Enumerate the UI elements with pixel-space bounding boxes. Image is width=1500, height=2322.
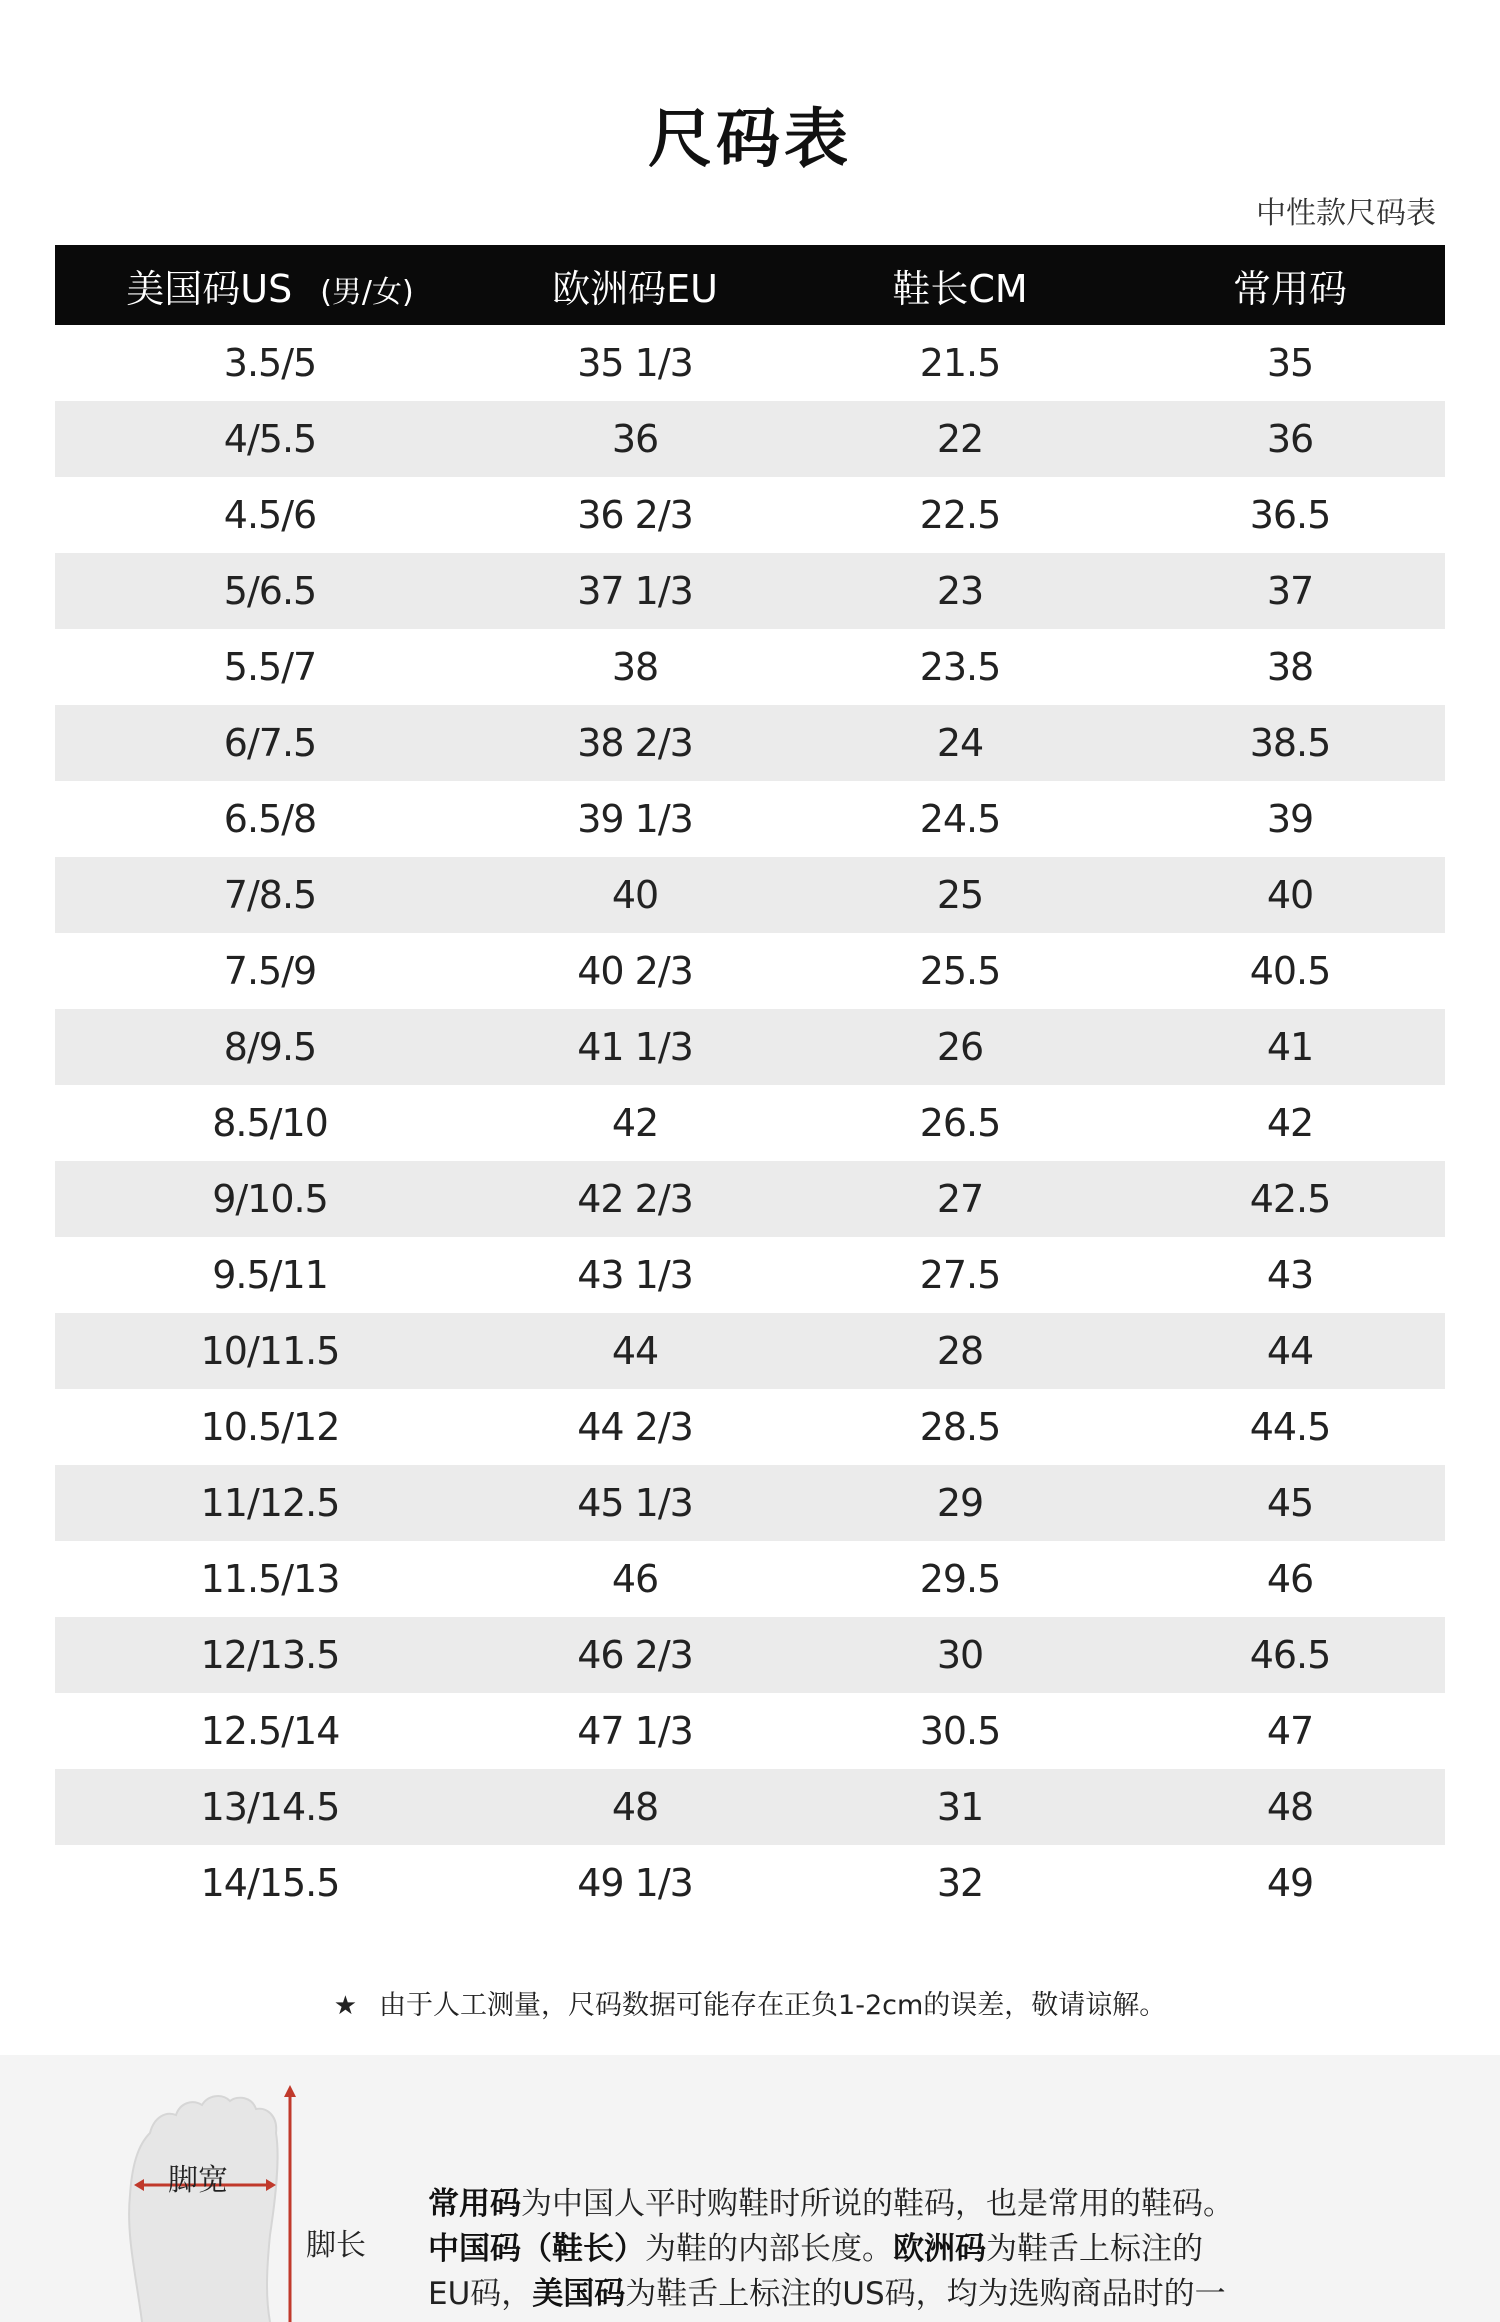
cell-us: 9/10.5 (212, 1177, 328, 1221)
note-text: 由于人工测量，尺码数据可能存在正负1-2cm的误差，敬请谅解。 (379, 1990, 1167, 2021)
cell-cm: 22.5 (919, 493, 1001, 537)
cell-eu: 36 (611, 417, 659, 461)
cell-cm: 27.5 (919, 1253, 1001, 1297)
cell-us: 6/7.5 (223, 721, 317, 765)
header-us-sub: (男/女) (320, 274, 414, 310)
vertical-arrow-icon (280, 2085, 300, 2322)
cell-us: 7/8.5 (223, 873, 317, 917)
cell-us: 3.5/5 (223, 341, 317, 385)
cell-common: 44.5 (1249, 1405, 1331, 1449)
us-size-term: 美国码 (532, 2276, 626, 2312)
eu-code-text: EU码， (428, 2276, 533, 2312)
cell-common: 36.5 (1249, 493, 1331, 537)
table-row (55, 1085, 1445, 1161)
cell-cm: 28 (936, 1329, 984, 1373)
cell-cm: 26.5 (919, 1101, 1001, 1145)
cell-cm: 30 (936, 1633, 984, 1677)
cell-eu: 46 (611, 1557, 659, 1601)
cell-us: 10.5/12 (200, 1405, 340, 1449)
cell-eu: 47 1/3 (577, 1709, 693, 1753)
cell-eu: 43 1/3 (577, 1253, 693, 1297)
cell-eu: 40 (611, 873, 659, 917)
foot-outline-icon (120, 2085, 290, 2322)
common-size-text: 为中国人平时购鞋时所说的鞋码，也是常用的鞋码。 (521, 2186, 1234, 2222)
cell-us: 11.5/13 (200, 1557, 340, 1601)
cell-eu: 36 2/3 (577, 493, 693, 537)
table-row (55, 781, 1445, 857)
cell-eu: 40 2/3 (577, 949, 693, 993)
cell-eu: 37 1/3 (577, 569, 693, 613)
table-row (55, 629, 1445, 705)
table-row (55, 705, 1445, 781)
header-us-label: 美国码US (126, 266, 293, 311)
cell-us: 8.5/10 (212, 1101, 328, 1145)
cell-eu: 42 (611, 1101, 659, 1145)
cell-eu: 39 1/3 (577, 797, 693, 841)
table-row (55, 1465, 1445, 1541)
header-us (55, 258, 485, 313)
cell-us: 6.5/8 (223, 797, 317, 841)
cell-cm: 28.5 (919, 1405, 1001, 1449)
cell-cm: 29.5 (919, 1557, 1001, 1601)
table-row (55, 1389, 1445, 1465)
table-row (55, 1693, 1445, 1769)
table-row (55, 325, 1445, 401)
foot-width-label: 脚宽 (168, 2163, 228, 2198)
cell-common: 35 (1266, 341, 1314, 385)
cell-common: 39 (1266, 797, 1314, 841)
cell-eu: 49 1/3 (577, 1861, 693, 1905)
cell-common: 40 (1266, 873, 1314, 917)
cell-us: 12/13.5 (200, 1633, 340, 1677)
common-size-term: 常用码 (428, 2186, 521, 2222)
cell-eu: 35 1/3 (577, 341, 693, 385)
cell-us: 11/12.5 (200, 1481, 340, 1525)
foot-length-label: 脚长 (306, 2228, 366, 2263)
cell-eu: 45 1/3 (577, 1481, 693, 1525)
cell-cm: 31 (936, 1785, 984, 1829)
china-size-text: 为鞋的内部长度。 (645, 2231, 893, 2267)
header-eu: 欧洲码EU (552, 266, 718, 311)
cell-us: 12.5/14 (200, 1709, 340, 1753)
cell-us: 4/5.5 (223, 417, 317, 461)
cell-common: 45 (1266, 1481, 1314, 1525)
cell-common: 38.5 (1249, 721, 1331, 765)
table-body (55, 325, 1445, 1921)
header-cm: 鞋长CM (892, 266, 1028, 311)
cell-common: 48 (1266, 1785, 1314, 1829)
table-row (55, 1541, 1445, 1617)
cell-common: 49 (1266, 1861, 1314, 1905)
description-line-1 (428, 2182, 1448, 2227)
cell-common: 37 (1266, 569, 1314, 613)
size-chart-table (55, 245, 1445, 1921)
cell-eu: 48 (611, 1785, 659, 1829)
cell-cm: 21.5 (919, 341, 1001, 385)
cell-cm: 27 (936, 1177, 984, 1221)
cell-cm: 24 (936, 721, 984, 765)
table-row (55, 1009, 1445, 1085)
cell-cm: 23.5 (919, 645, 1001, 689)
cell-cm: 22 (936, 417, 984, 461)
cell-common: 43 (1266, 1253, 1314, 1297)
us-size-text: 为鞋舌上标注的US码，均为选购商品时的一 (625, 2276, 1226, 2312)
table-row (55, 857, 1445, 933)
cell-cm: 25.5 (919, 949, 1001, 993)
description-line-3 (428, 2272, 1448, 2317)
cell-us: 10/11.5 (200, 1329, 340, 1373)
cell-common: 40.5 (1249, 949, 1331, 993)
cell-cm: 32 (936, 1861, 984, 1905)
cell-us: 14/15.5 (200, 1861, 340, 1905)
cell-cm: 29 (936, 1481, 984, 1525)
table-row (55, 1237, 1445, 1313)
cell-us: 8/9.5 (223, 1025, 317, 1069)
cell-common: 41 (1266, 1025, 1314, 1069)
cell-eu: 42 2/3 (577, 1177, 693, 1221)
table-row (55, 401, 1445, 477)
eu-size-term: 欧洲码 (893, 2231, 986, 2267)
header-common: 常用码 (1232, 266, 1347, 311)
table-row (55, 477, 1445, 553)
cell-common: 44 (1266, 1329, 1314, 1373)
cell-us: 5/6.5 (223, 569, 317, 613)
cell-common: 46.5 (1249, 1633, 1331, 1677)
cell-cm: 24.5 (919, 797, 1001, 841)
star-icon: ★ (333, 1991, 358, 2021)
cell-cm: 23 (936, 569, 984, 613)
table-row (55, 1845, 1445, 1921)
cell-us: 7.5/9 (223, 949, 317, 993)
cell-common: 36 (1266, 417, 1314, 461)
cell-eu: 41 1/3 (577, 1025, 693, 1069)
table-row (55, 933, 1445, 1009)
cell-cm: 30.5 (919, 1709, 1001, 1753)
cell-common: 42 (1266, 1101, 1314, 1145)
cell-common: 38 (1266, 645, 1314, 689)
page-title: 尺码表 (648, 103, 852, 177)
cell-us: 9.5/11 (212, 1253, 328, 1297)
description-line-2 (428, 2227, 1448, 2272)
table-row (55, 1769, 1445, 1845)
cell-common: 47 (1266, 1709, 1314, 1753)
cell-eu: 44 2/3 (577, 1405, 693, 1449)
cell-us: 4.5/6 (223, 493, 317, 537)
table-row (55, 1617, 1445, 1693)
cell-eu: 44 (611, 1329, 659, 1373)
cell-common: 46 (1266, 1557, 1314, 1601)
table-row (55, 1313, 1445, 1389)
cell-eu: 38 (611, 645, 659, 689)
size-description (428, 2182, 1448, 2317)
cell-us: 13/14.5 (200, 1785, 340, 1829)
table-row (55, 553, 1445, 629)
measurement-note (0, 1983, 1500, 2022)
cell-eu: 46 2/3 (577, 1633, 693, 1677)
eu-size-text: 为鞋舌上标注的 (986, 2231, 1203, 2267)
cell-eu: 38 2/3 (577, 721, 693, 765)
china-size-term: 中国码（鞋长） (428, 2231, 645, 2267)
cell-common: 42.5 (1249, 1177, 1331, 1221)
table-row (55, 1161, 1445, 1237)
table-subtitle: 中性款尺码表 (1256, 196, 1436, 231)
cell-us: 5.5/7 (223, 645, 317, 689)
cell-cm: 26 (936, 1025, 984, 1069)
table-header-row (55, 245, 1445, 325)
cell-cm: 25 (936, 873, 984, 917)
